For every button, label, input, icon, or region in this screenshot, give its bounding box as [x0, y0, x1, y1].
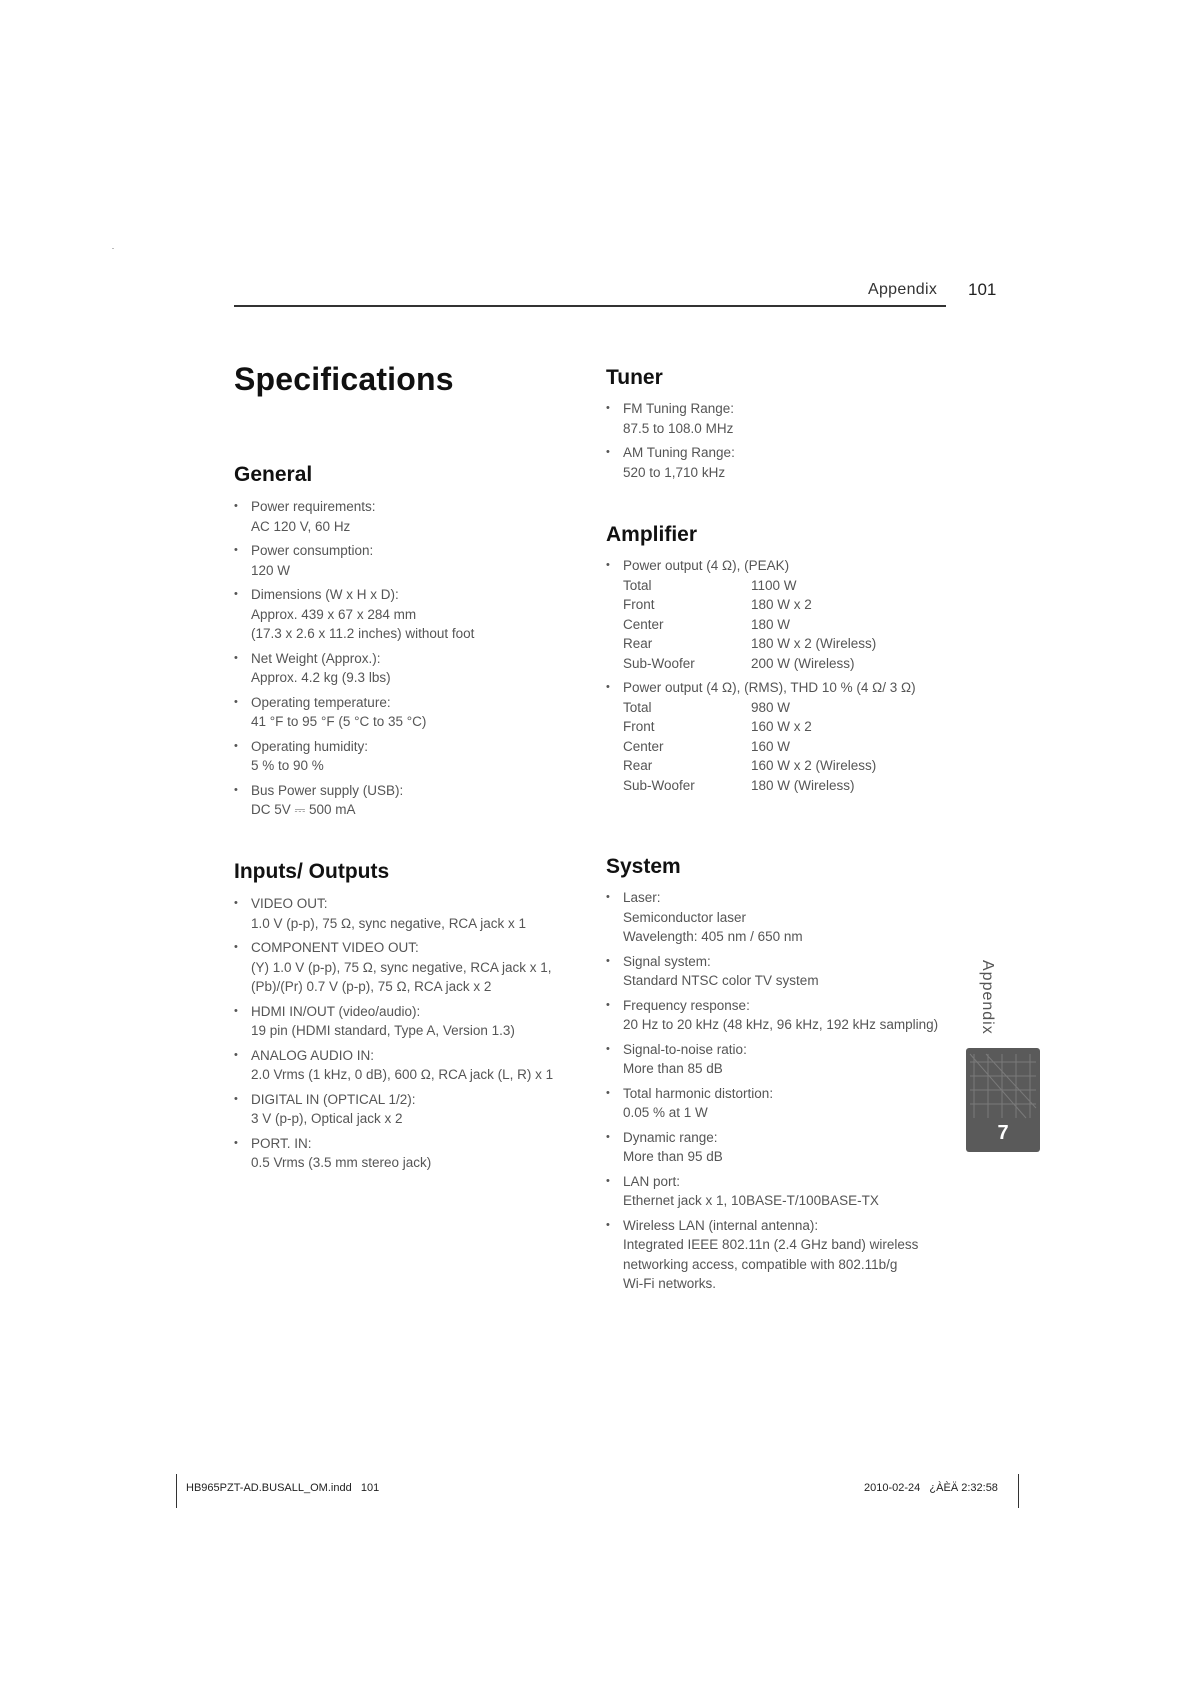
- side-tab-chapter-block: [966, 1048, 1040, 1152]
- general-item-label: • Operating humidity:: [251, 738, 369, 754]
- general-item: [234, 497, 564, 536]
- header-page-number: 101: [968, 280, 997, 299]
- system-item-value: Integrated IEEE 802.11n (2.4 GHz band) wireless: [623, 1237, 919, 1252]
- amplifier-channel: Total: [623, 577, 652, 593]
- footer-left-bar: [176, 1474, 177, 1508]
- io-item: [234, 1090, 574, 1129]
- scan-speck: [112, 248, 114, 249]
- system-spec-list: [606, 888, 956, 1299]
- amplifier-row: [623, 634, 876, 654]
- amplifier-spec-list: [606, 556, 946, 800]
- io-item-label: • COMPONENT VIDEO OUT:: [251, 940, 419, 955]
- general-item: [234, 585, 564, 644]
- system-item-label: • Frequency response:: [623, 997, 750, 1013]
- system-item-label: • Total harmonic distortion:: [623, 1085, 774, 1101]
- amplifier-power: 1100 W: [751, 577, 797, 593]
- amplifier-row: [623, 595, 876, 615]
- system-item: [606, 1084, 956, 1123]
- header-rule: [234, 305, 946, 307]
- system-item: [606, 1216, 956, 1294]
- system-item-value: 0.05 % at 1 W: [623, 1105, 708, 1120]
- amplifier-row: [623, 756, 876, 776]
- io-item-label: • VIDEO OUT:: [251, 896, 328, 911]
- amplifier-channel: Sub-Woofer: [623, 777, 695, 793]
- general-item-value: (17.3 x 2.6 x 11.2 inches) without foot: [251, 626, 475, 641]
- general-item: [234, 693, 564, 732]
- amplifier-power: 160 W x 2: [751, 719, 812, 734]
- system-item-label: • Signal-to-noise ratio:: [623, 1041, 747, 1057]
- amplifier-table: [623, 576, 876, 674]
- system-item-value: Semiconductor laser: [623, 909, 747, 925]
- io-item-label: • DIGITAL IN (OPTICAL 1/2):: [251, 1091, 416, 1107]
- amplifier-power: 180 W x 2: [751, 597, 812, 612]
- section-heading-tuner: Tuner: [606, 366, 663, 389]
- system-item-value: 20 Hz to 20 kHz (48 kHz, 96 kHz, 192 kHz sampling): [623, 1017, 939, 1032]
- general-item-label: • Net Weight (Approx.):: [251, 650, 381, 666]
- general-item-value: AC 120 V, 60 Hz: [251, 518, 351, 534]
- tuner-item: [606, 443, 946, 482]
- amplifier-power: 180 W x 2 (Wireless): [751, 636, 877, 651]
- amplifier-group-label: • Power output (4 Ω), (PEAK): [623, 558, 790, 573]
- system-item-value: Ethernet jack x 1, 10BASE-T/100BASE-TX: [623, 1193, 879, 1208]
- amplifier-power: 180 W: [751, 616, 791, 632]
- system-item-value: More than 85 dB: [623, 1061, 723, 1076]
- system-item-value: Wavelength: 405 nm / 650 nm: [623, 929, 803, 944]
- io-item: [234, 1134, 574, 1173]
- tuner-item-value: 87.5 to 108.0 MHz: [623, 420, 734, 436]
- general-item-label: • Power requirements:: [251, 499, 376, 514]
- amplifier-row: [623, 615, 876, 635]
- io-item-label: • ANALOG AUDIO IN:: [251, 1047, 375, 1063]
- amplifier-channel: Center: [623, 738, 664, 754]
- system-item-value: networking access, compatible with 802.11b/g: [623, 1256, 898, 1272]
- tuner-item-label: • FM Tuning Range:: [623, 401, 735, 416]
- tuner-item-label: • AM Tuning Range:: [623, 445, 735, 460]
- general-item-label: • Bus Power supply (USB):: [251, 782, 404, 798]
- system-item-value: Wi-Fi networks.: [623, 1276, 717, 1291]
- side-tab-chapter-number: 7: [997, 1122, 1009, 1144]
- footer-timestamp: 2010-02-24 ¿ÀÈÄ 2:32:58: [864, 1482, 998, 1494]
- system-item-label: • Signal system:: [623, 953, 711, 969]
- general-item-value: 120 W: [251, 562, 291, 578]
- io-item: [234, 894, 574, 933]
- amplifier-group-label: • Power output (4 Ω), (RMS), THD 10 % (4 Ω/ 3 Ω): [623, 680, 916, 695]
- system-item-value: Standard NTSC color TV system: [623, 973, 819, 988]
- general-item-value: 41 °F to 95 °F (5 °C to 35 °C): [251, 714, 427, 729]
- io-item-value: 19 pin (HDMI standard, Type A, Version 1.3): [251, 1023, 515, 1038]
- general-item-value: Approx. 4.2 kg (9.3 lbs): [251, 670, 391, 685]
- amplifier-channel: Sub-Woofer: [623, 655, 695, 671]
- amplifier-row: [623, 576, 876, 596]
- amplifier-row: [623, 654, 876, 674]
- general-item-label: • Power consumption:: [251, 543, 374, 558]
- general-item-value: Approx. 439 x 67 x 284 mm: [251, 606, 417, 622]
- amplifier-channel: Center: [623, 616, 664, 632]
- io-item-label: • HDMI IN/OUT (video/audio):: [251, 1003, 421, 1019]
- system-item-value: More than 95 dB: [623, 1149, 723, 1164]
- system-item-label: • LAN port:: [623, 1173, 681, 1189]
- amplifier-channel: Front: [623, 719, 655, 734]
- amplifier-power: 980 W: [751, 699, 791, 715]
- amplifier-power: 160 W x 2 (Wireless): [751, 758, 877, 773]
- io-item-value: (Pb)/(Pr) 0.7 V (p-p), 75 Ω, RCA jack x 2: [251, 979, 492, 994]
- header-section-name: Appendix: [868, 281, 938, 298]
- system-item: [606, 1040, 956, 1079]
- side-tab-label: Appendix: [979, 960, 996, 1035]
- general-spec-list: [234, 497, 564, 825]
- general-item-label: • Dimensions (W x H x D):: [251, 587, 399, 602]
- amplifier-power: 180 W (Wireless): [751, 777, 855, 793]
- footer-right-bar: [1018, 1474, 1019, 1508]
- system-item: [606, 996, 956, 1035]
- io-item: [234, 1046, 574, 1085]
- system-item: [606, 952, 956, 991]
- amplifier-row: [623, 698, 876, 718]
- amplifier-channel: Rear: [623, 758, 653, 773]
- amplifier-row: [623, 737, 876, 757]
- amplifier-table: [623, 698, 876, 796]
- general-item-value: DC 5V ⎓ 500 mA: [251, 802, 356, 817]
- tuner-item: [606, 399, 946, 438]
- io-item: [234, 938, 574, 997]
- footer-file-info: HB965PZT-AD.BUSALL_OM.indd 101: [186, 1482, 380, 1494]
- section-heading-general: General: [234, 463, 313, 486]
- amplifier-channel: Front: [623, 597, 655, 612]
- io-item-value: 3 V (p-p), Optical jack x 2: [251, 1111, 403, 1126]
- page-title: Specifications: [234, 361, 454, 397]
- general-item: [234, 649, 564, 688]
- amplifier-power: 200 W (Wireless): [751, 655, 855, 671]
- io-item-value: (Y) 1.0 V (p-p), 75 Ω, sync negative, RCA jack x 1,: [251, 959, 552, 975]
- system-item-label: • Dynamic range:: [623, 1129, 718, 1145]
- general-item: [234, 737, 564, 776]
- general-item-value: 5 % to 90 %: [251, 758, 324, 773]
- general-item-label: • Operating temperature:: [251, 694, 391, 710]
- system-item: [606, 1128, 956, 1167]
- amplifier-row: [623, 717, 876, 737]
- system-item-label: • Laser:: [623, 890, 661, 905]
- general-item: [234, 541, 564, 580]
- system-item: [606, 1172, 956, 1211]
- system-item: [606, 888, 956, 947]
- amplifier-row: [623, 776, 876, 796]
- amplifier-channel: Total: [623, 699, 652, 715]
- tuner-item-value: 520 to 1,710 kHz: [623, 464, 726, 480]
- amplifier-group: [606, 556, 946, 673]
- io-item: [234, 1002, 574, 1041]
- amplifier-group: [606, 678, 946, 795]
- amplifier-channel: Rear: [623, 636, 653, 651]
- section-heading-amplifier: Amplifier: [606, 523, 698, 546]
- system-item-label: • Wireless LAN (internal antenna):: [623, 1217, 819, 1233]
- inputs-outputs-spec-list: [234, 894, 574, 1178]
- amplifier-power: 160 W: [751, 738, 791, 754]
- io-item-value: 0.5 Vrms (3.5 mm stereo jack): [251, 1155, 432, 1170]
- io-item-value: 1.0 V (p-p), 75 Ω, sync negative, RCA jack x 1: [251, 915, 526, 931]
- tuner-spec-list: [606, 399, 946, 487]
- io-item-label: • PORT. IN:: [251, 1135, 312, 1151]
- io-item-value: 2.0 Vrms (1 kHz, 0 dB), 600 Ω, RCA jack (L, R) x 1: [251, 1067, 554, 1082]
- section-heading-inputs-outputs: Inputs/ Outputs: [234, 860, 390, 883]
- general-item: [234, 781, 564, 820]
- section-heading-system: System: [606, 855, 681, 878]
